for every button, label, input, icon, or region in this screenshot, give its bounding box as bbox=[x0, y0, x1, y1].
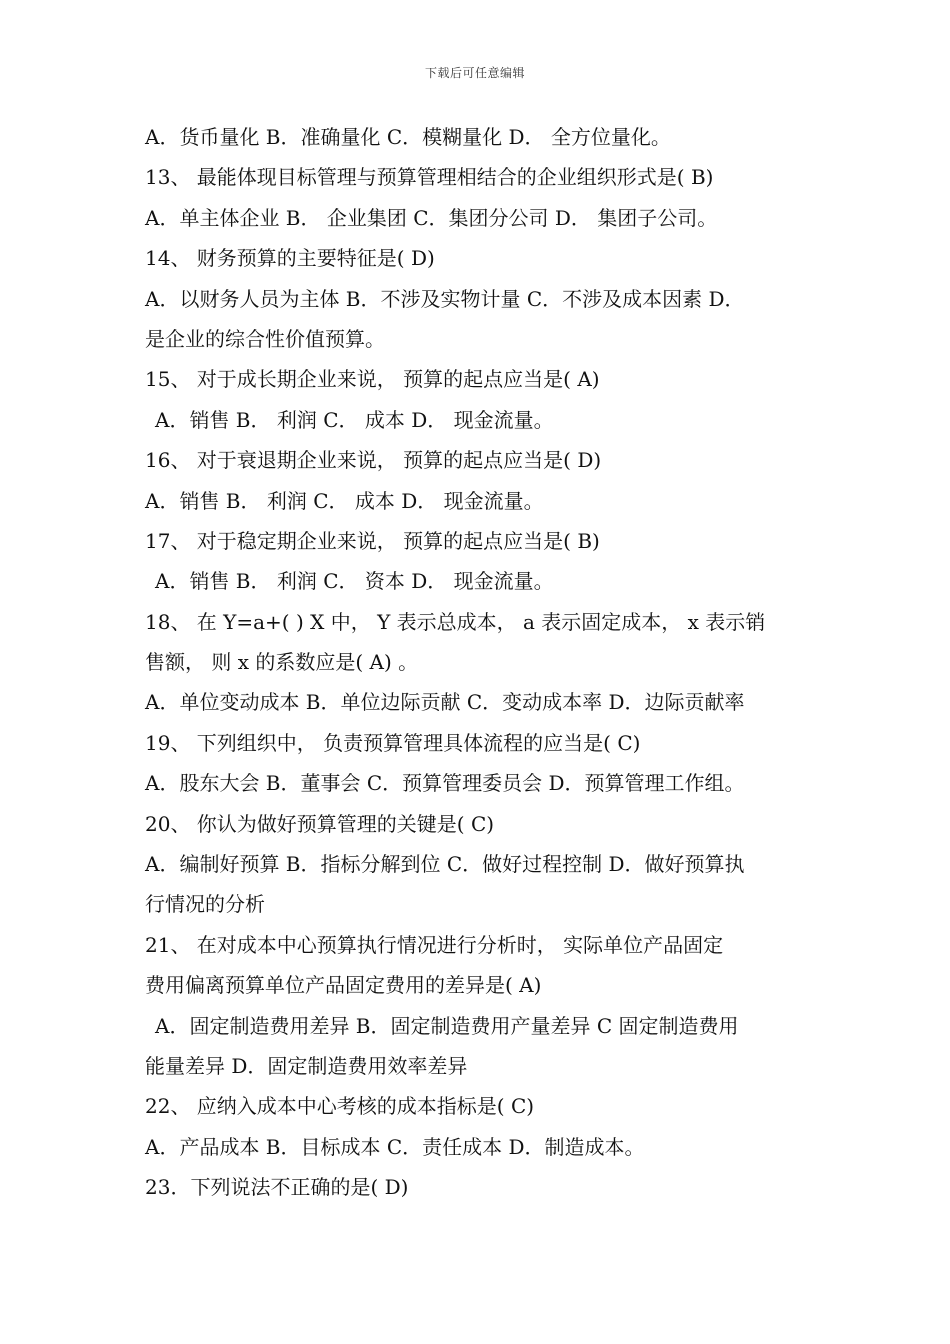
question-14: 14、 财务预算的主要特征是( D) bbox=[145, 246, 435, 271]
question-15: 15、 对于成长期企业来说， 预算的起点应当是( A) bbox=[145, 367, 600, 392]
answer-options-13: A．单主体企业 B． 企业集团 C．集团分公司 D． 集团子公司。 bbox=[145, 205, 718, 230]
question-18-cont: 售额， 则 x 的系数应是( A) 。 bbox=[145, 650, 419, 675]
answer-options-16: A．销售 B． 利润 C． 成本 D． 现金流量。 bbox=[145, 488, 544, 513]
answer-options-22: A．产品成本 B．目标成本 C．责任成本 D．制造成本。 bbox=[145, 1134, 645, 1159]
question-16: 16、 对于衰退期企业来说， 预算的起点应当是( D) bbox=[145, 448, 602, 473]
question-20: 20、 你认为做好预算管理的关键是( C) bbox=[145, 811, 495, 836]
answer-options-20: A．编制好预算 B．指标分解到位 C．做好过程控制 D．做好预算执 bbox=[145, 852, 745, 877]
answer-options-12: A．货币量化 B．准确量化 C．模糊量化 D． 全方位量化。 bbox=[145, 125, 671, 149]
question-22: 22、 应纳入成本中心考核的成本指标是( C) bbox=[145, 1094, 535, 1119]
answer-options-18: A．单位变动成本 B．单位边际贡献 C．变动成本率 D．边际贡献率 bbox=[145, 690, 745, 715]
page-header: 下载后可任意编辑 bbox=[424, 66, 525, 80]
question-21: 21、 在对成本中心预算执行情况进行分析时， 实际单位产品固定 bbox=[145, 932, 724, 957]
question-13: 13、 最能体现目标管理与预算管理相结合的企业组织形式是( B) bbox=[145, 165, 714, 190]
answer-options-14: A．以财务人员为主体 B．不涉及实物计量 C．不涉及成本因素 D． bbox=[145, 286, 745, 311]
answer-options-15: A．销售 B． 利润 C． 成本 D． 现金流量。 bbox=[155, 407, 554, 432]
answer-options-19: A．股东大会 B．董事会 C．预算管理委员会 D．预算管理工作组。 bbox=[145, 771, 745, 796]
answer-options-21: A．固定制造费用差异 B．固定制造费用产量差异 C 固定制造费用 bbox=[155, 1013, 739, 1038]
document-body bbox=[145, 117, 815, 1208]
question-19: 19、 下列组织中， 负责预算管理具体流程的应当是( C) bbox=[145, 730, 641, 755]
question-17: 17、 对于稳定期企业来说， 预算的起点应当是( B) bbox=[145, 528, 600, 553]
question-18: 18、 在 Y=a+( ) X 中， Y 表示总成本， a 表示固定成本， x 表示销 bbox=[145, 609, 766, 634]
question-23: 23．下列说法不正确的是( D) bbox=[145, 1175, 409, 1200]
question-21-cont: 费用偏离预算单位产品固定费用的差异是( A) bbox=[145, 973, 542, 998]
answer-options-14-cont: 是企业的综合性价值预算。 bbox=[145, 326, 385, 351]
answer-options-20-cont: 行情况的分析 bbox=[145, 892, 265, 917]
answer-options-21-cont: 能量差异 D．固定制造费用效率差异 bbox=[145, 1053, 468, 1078]
answer-options-17: A．销售 B． 利润 C． 资本 D． 现金流量。 bbox=[155, 569, 554, 594]
